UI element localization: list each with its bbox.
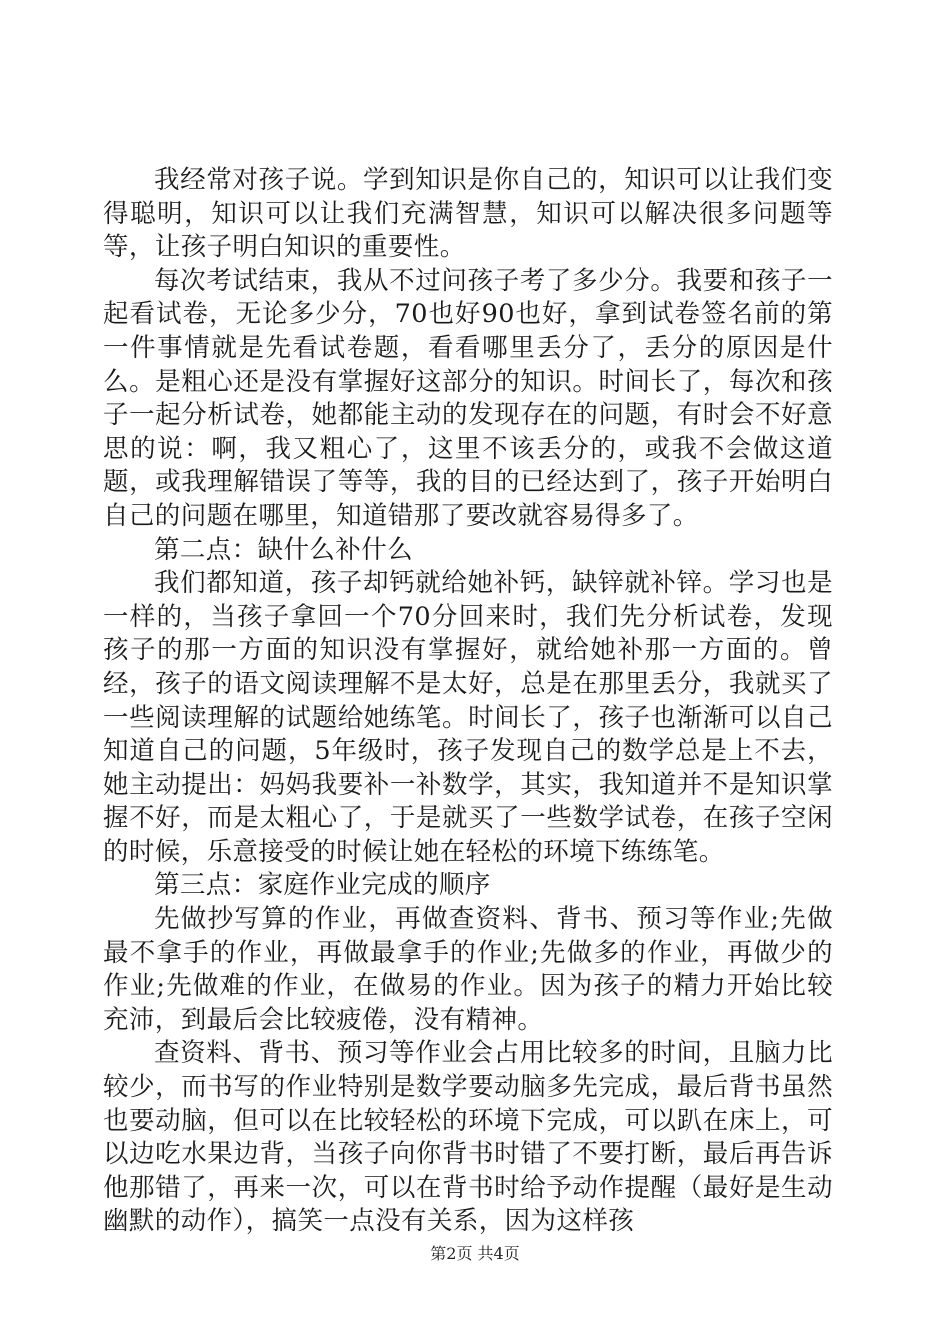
document-body	[103, 164, 833, 1239]
paragraph-exam-review: 每次考试结束，我从不过问孩子考了多少分。我要和孩子一起看试卷，无论多少分，70也好90也好，拿到试卷签名前的第一件事情就是先看试卷题，看看哪里丢分了，丢分的原因是什么。是粗心还是没有掌握好这部分的知识。时间长了，每次和孩子一起分析试卷，她都能主动的发现存在的问题，有时会不好意思的说：啊，我又粗心了，这里不该丢分的，或我不会做这道题，或我理解错误了等等，我的目的已经达到了，孩子开始明白自己的问题在哪里，知道错那了要改就容易得多了。	[103, 265, 833, 531]
paragraph-memorization-tips: 查资料、背书、预习等作业会占用比较多的时间，且脑力比较少，而书写的作业特别是数学要动脑多先完成，最后背书虽然也要动脑，但可以在比较轻松的环境下完成，可以趴在床上，可以边吃水果边背，当孩子向你背书时错了不要打断，最后再告诉他那错了，再来一次，可以在背书时给予动作提醒（最好是生动幽默的动作），搞笑一点没有关系，因为这样孩	[103, 1038, 833, 1237]
section-heading-point-two: 第二点：缺什么补什么	[154, 534, 414, 565]
paragraph-homework-order: 先做抄写算的作业，再做查资料、背书、预习等作业;先做最不拿手的作业，再做最拿手的作业;先做多的作业，再做少的作业;先做难的作业，在做易的作业。因为孩子的精力开始比较充沛，到最后会比较疲倦，没有精神。	[103, 904, 833, 1035]
paragraph-knowledge-importance: 我经常对孩子说。学到知识是你自己的，知识可以让我们变得聪明，知识可以让我们充满智慧，知识可以解决很多问题等等，让孩子明白知识的重要性。	[103, 165, 833, 263]
page-number-footer: 第2页 共4页	[430, 1244, 520, 1263]
section-heading-point-three: 第三点：家庭作业完成的顺序	[154, 870, 491, 901]
paragraph-fill-gaps: 我们都知道，孩子却钙就给她补钙，缺锌就补锌。学习也是一样的，当孩子拿回一个70分回来时，我们先分析试卷，发现孩子的那一方面的知识没有掌握好，就给她补那一方面的。曾经，孩子的语文阅读理解不是太好，总是在那里丢分，我就买了一些阅读理解的试题给她练笔。时间长了，孩子也渐渐可以自己知道自己的问题，5年级时，孩子发现自己的数学总是上不去，她主动提出：妈妈我要补一补数学，其实，我知道并不是知识掌握不好，而是太粗心了，于是就买了一些数学试卷，在孩子空闲的时候，乐意接受的时候让她在轻松的环境下练练笔。	[103, 568, 833, 867]
